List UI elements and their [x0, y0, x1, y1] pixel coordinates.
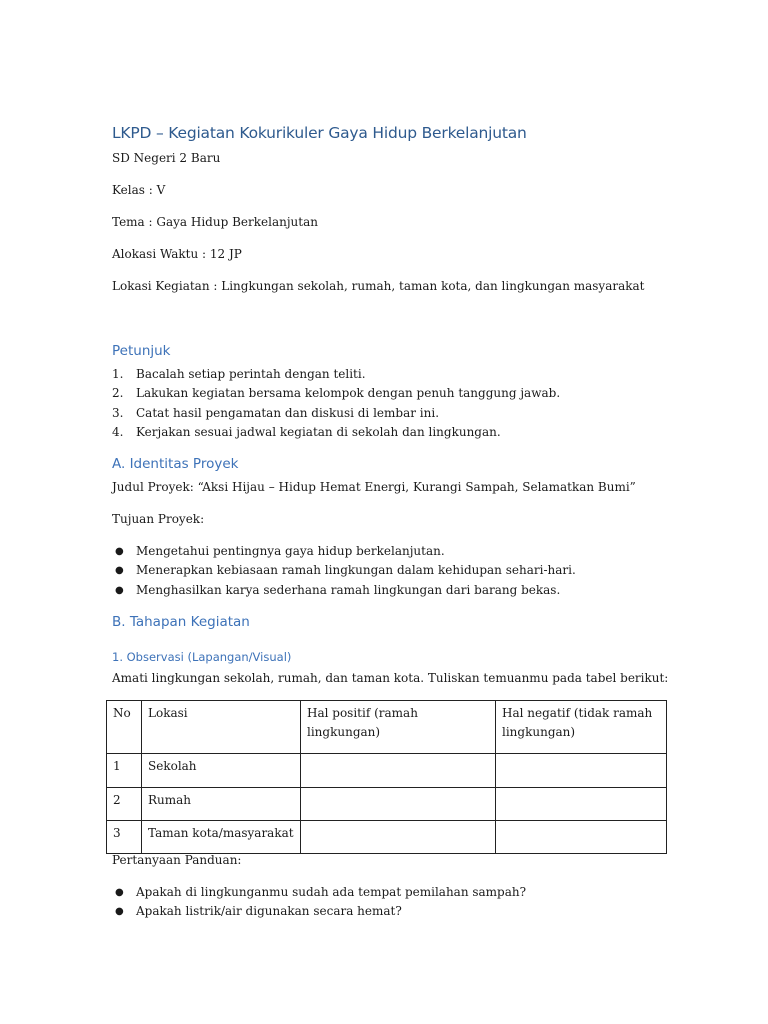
table-cell: Taman kota/masyarakat	[142, 821, 301, 854]
table-header-cell: Hal negatif (tidak ramah lingkungan)	[496, 701, 667, 754]
bullet-icon: ●	[115, 584, 124, 596]
list-text: Apakah listrik/air digunakan secara hemat?	[136, 904, 402, 919]
petunjuk-heading: Petunjuk	[112, 343, 171, 359]
list-text: Menerapkan kebiasaan ramah lingkungan dalam kehidupan sehari-hari.	[136, 563, 576, 578]
list-item	[112, 884, 672, 903]
table-cell: 3	[107, 821, 142, 854]
activity-location: Lokasi Kegiatan : Lingkungan sekolah, rumah, taman kota, dan lingkungan masyarakat	[112, 279, 645, 293]
project-title: Judul Proyek: “Aksi Hijau – Hidup Hemat Energi, Kurangi Sampah, Selamatkan Bumi”	[112, 480, 636, 494]
list-text: Lakukan kegiatan bersama kelompok dengan penuh tanggung jawab.	[136, 386, 561, 401]
list-number: 4.	[112, 424, 124, 439]
petunjuk-list	[112, 366, 672, 443]
list-item	[112, 405, 672, 424]
table-header-cell: Lokasi	[142, 701, 301, 754]
table-cell-blank[interactable]	[301, 788, 496, 821]
document-title: LKPD – Kegiatan Kokurikuler Gaya Hidup Berkelanjutan	[112, 124, 527, 142]
table-cell-blank[interactable]	[301, 821, 496, 854]
class-info: Kelas : V	[112, 183, 166, 197]
table-cell-blank[interactable]	[301, 754, 496, 788]
list-item	[112, 543, 672, 562]
table-cell-blank[interactable]	[496, 788, 667, 821]
section-a-heading: A. Identitas Proyek	[112, 456, 239, 472]
list-text: Mengetahui pentingnya gaya hidup berkelanjutan.	[136, 544, 445, 558]
school-name: SD Negeri 2 Baru	[112, 151, 221, 165]
table-cell: Sekolah	[142, 754, 301, 788]
bullet-icon: ●	[115, 565, 124, 577]
table-cell: Rumah	[142, 788, 301, 821]
list-text: Bacalah setiap perintah dengan teliti.	[136, 367, 366, 381]
table-header-row	[107, 701, 667, 754]
observation-subheading: 1. Observasi (Lapangan/Visual)	[112, 650, 292, 664]
list-item	[112, 562, 672, 581]
list-number: 1.	[112, 367, 124, 381]
guide-questions-list	[112, 884, 672, 923]
table-cell: 1	[107, 754, 142, 788]
observation-table	[106, 700, 667, 854]
table-row	[107, 821, 667, 854]
list-item	[112, 385, 672, 404]
table-row	[107, 754, 667, 788]
bullet-icon: ●	[115, 546, 124, 557]
list-number: 2.	[112, 386, 124, 401]
observation-instruction: Amati lingkungan sekolah, rumah, dan taman kota. Tuliskan temuanmu pada tabel berikut:	[112, 671, 669, 685]
project-goal-label: Tujuan Proyek:	[112, 512, 205, 526]
table-row	[107, 788, 667, 821]
list-number: 3.	[112, 405, 124, 420]
list-text: Catat hasil pengamatan dan diskusi di lembar ini.	[136, 405, 440, 420]
list-item	[112, 903, 672, 922]
table-cell-blank[interactable]	[496, 754, 667, 788]
section-b-heading: B. Tahapan Kegiatan	[112, 614, 250, 630]
table-cell-blank[interactable]	[496, 821, 667, 854]
list-item	[112, 582, 672, 601]
project-goal-list	[112, 543, 672, 601]
list-text: Apakah di lingkunganmu sudah ada tempat pemilahan sampah?	[136, 885, 527, 899]
list-text: Kerjakan sesuai jadwal kegiatan di sekolah dan lingkungan.	[136, 424, 501, 439]
table-header-cell: Hal positif (ramah lingkungan)	[301, 701, 496, 754]
guide-questions-label: Pertanyaan Panduan:	[112, 853, 242, 867]
bullet-icon: ●	[115, 887, 124, 898]
table-header-cell: No	[107, 701, 142, 754]
bullet-icon: ●	[115, 906, 124, 918]
list-text: Menghasilkan karya sederhana ramah lingkungan dari barang bekas.	[136, 582, 561, 597]
list-item	[112, 366, 672, 385]
table-cell: 2	[107, 788, 142, 821]
list-item	[112, 424, 672, 443]
theme-info: Tema : Gaya Hidup Berkelanjutan	[112, 215, 318, 229]
time-allocation: Alokasi Waktu : 12 JP	[112, 247, 242, 261]
